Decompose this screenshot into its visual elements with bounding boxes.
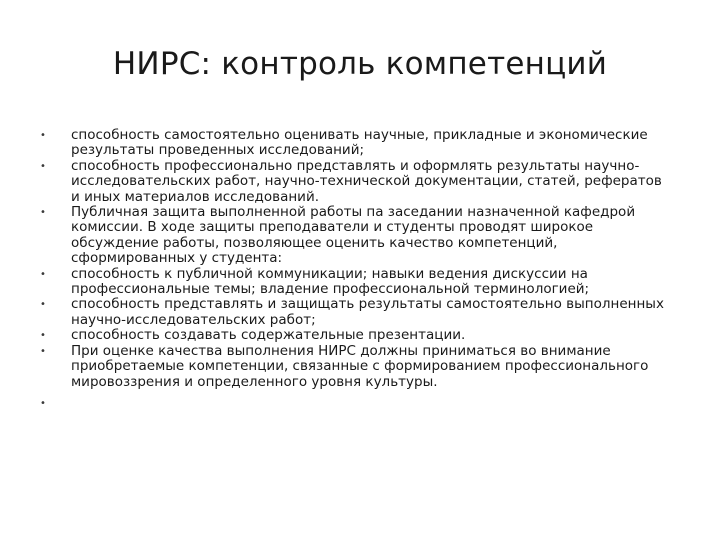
list-item	[40, 328, 670, 343]
slide-title: НИРС: контроль компетенций	[112, 46, 608, 82]
bullet-icon: •	[40, 299, 46, 311]
bullet-text: При оценке качества выполнения НИРС должны приниматься во внимание приобретаемые компетенции, связанные с формированием профессионального мировоззрения и определенного уровня культуры.	[71, 342, 649, 390]
bullet-text: способность создавать содержательные презентации.	[71, 327, 466, 344]
bullet-icon: •	[40, 397, 46, 409]
list-item	[40, 344, 670, 390]
bullet-list	[40, 128, 670, 416]
bullet-text: способность самостоятельно оценивать научные, прикладные и экономические результаты проведенных исследований;	[71, 127, 648, 159]
list-item	[40, 297, 670, 328]
list-item	[40, 267, 670, 298]
list-item	[40, 159, 670, 205]
bullet-text: способность профессионально представлять и оформлять результаты научно-исследовательских работ, научно-технической документации, статей, рефератов и иных материалов исследований.	[71, 157, 662, 205]
bullet-icon: •	[40, 268, 46, 280]
bullet-icon: •	[40, 160, 46, 172]
list-item	[40, 205, 670, 267]
bullet-icon: •	[40, 345, 46, 357]
bullet-icon: •	[40, 207, 46, 219]
bullet-text: Публичная защита выполненной работы па заседании назначенной кафедрой комиссии. В ходе защиты преподаватели и студенты проводят широкое обсуждение работы, позволяющее оценить качество компетенций, сформированных у студента:	[71, 204, 636, 267]
list-item	[40, 128, 670, 159]
list-item	[40, 396, 670, 416]
bullet-text: способность представлять и защищать результаты самостоятельно выполненных научно-исследовательских работ;	[71, 296, 664, 328]
bullet-text: способность к публичной коммуникации; навыки ведения дискуссии на профессиональные темы; владение профессиональной терминологией;	[71, 265, 590, 298]
bullet-icon: •	[40, 330, 46, 342]
bullet-icon: •	[40, 130, 46, 141]
